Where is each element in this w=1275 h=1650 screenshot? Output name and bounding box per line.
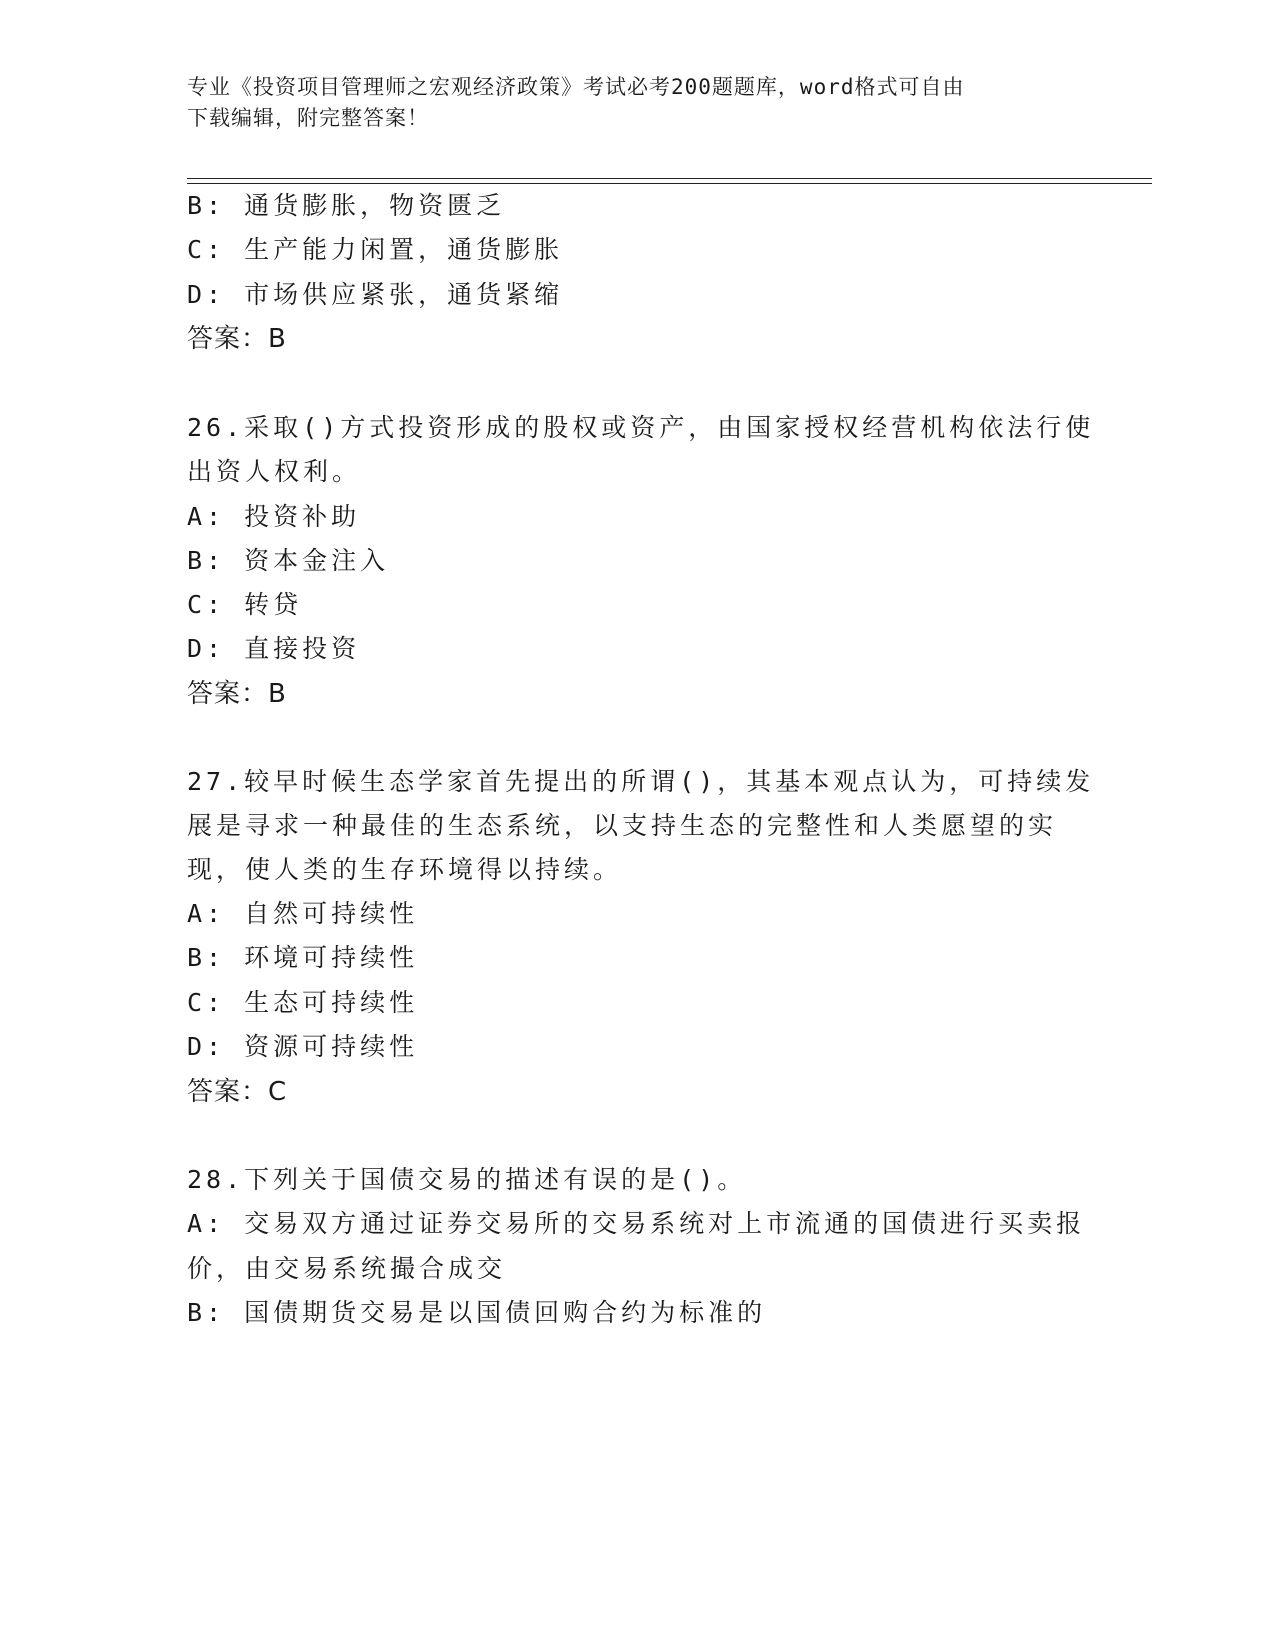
q26-stem-line-1: 26.采取()方式投资形成的股权或资产，由国家授权经营机构依法行使 [187, 413, 1095, 442]
header-divider-top [187, 178, 1152, 179]
document-header [187, 72, 1067, 134]
header-divider-bottom [187, 183, 1152, 184]
q26-option-c: C: 转贷 [187, 590, 303, 619]
q25-option-b: B: 通货膨胀，物资匮乏 [187, 191, 506, 220]
q25-option-c: C: 生产能力闲置，通货膨胀 [187, 235, 564, 264]
q28-option-b: B: 国债期货交易是以国债回购合约为标准的 [187, 1298, 767, 1327]
q26-answer: 答案：B [187, 679, 287, 709]
q28-option-a-line-2: 价，由交易系统撮合成交 [187, 1254, 507, 1283]
q27-option-b: B: 环境可持续性 [187, 943, 419, 972]
q27-stem-line-3: 现，使人类的生存环境得以持续。 [187, 855, 623, 884]
q28-option-a-line-1: A: 交易双方通过证券交易所的交易系统对上市流通的国债进行买卖报 [187, 1209, 1086, 1238]
q26-option-b: B: 资本金注入 [187, 546, 390, 575]
q27-option-c: C: 生态可持续性 [187, 988, 419, 1017]
q26-stem-line-2: 出资人权利。 [187, 457, 362, 486]
q25-answer: 答案：B [187, 324, 287, 354]
q27-stem-line-2: 展是寻求一种最佳的生态系统，以支持生态的完整性和人类愿望的实 [187, 811, 1058, 840]
q26-option-d: D: 直接投资 [187, 634, 361, 663]
q27-option-a: A: 自然可持续性 [187, 899, 419, 928]
q27-answer: 答案：C [187, 1077, 288, 1107]
q28-stem-line-1: 28.下列关于国债交易的描述有误的是()。 [187, 1165, 747, 1194]
q26-option-a: A: 投资补助 [187, 502, 361, 531]
q25-option-d: D: 市场供应紧张，通货紧缩 [187, 280, 564, 309]
q27-stem-line-1: 27.较早时候生态学家首先提出的所谓()，其基本观点认为，可持续发 [187, 767, 1095, 796]
header-line-1: 专业《投资项目管理师之宏观经济政策》考试必考200题题库，word格式可自由 [187, 75, 965, 99]
header-line-2: 下载编辑，附完整答案！ [187, 106, 429, 130]
q27-option-d: D: 资源可持续性 [187, 1032, 419, 1061]
